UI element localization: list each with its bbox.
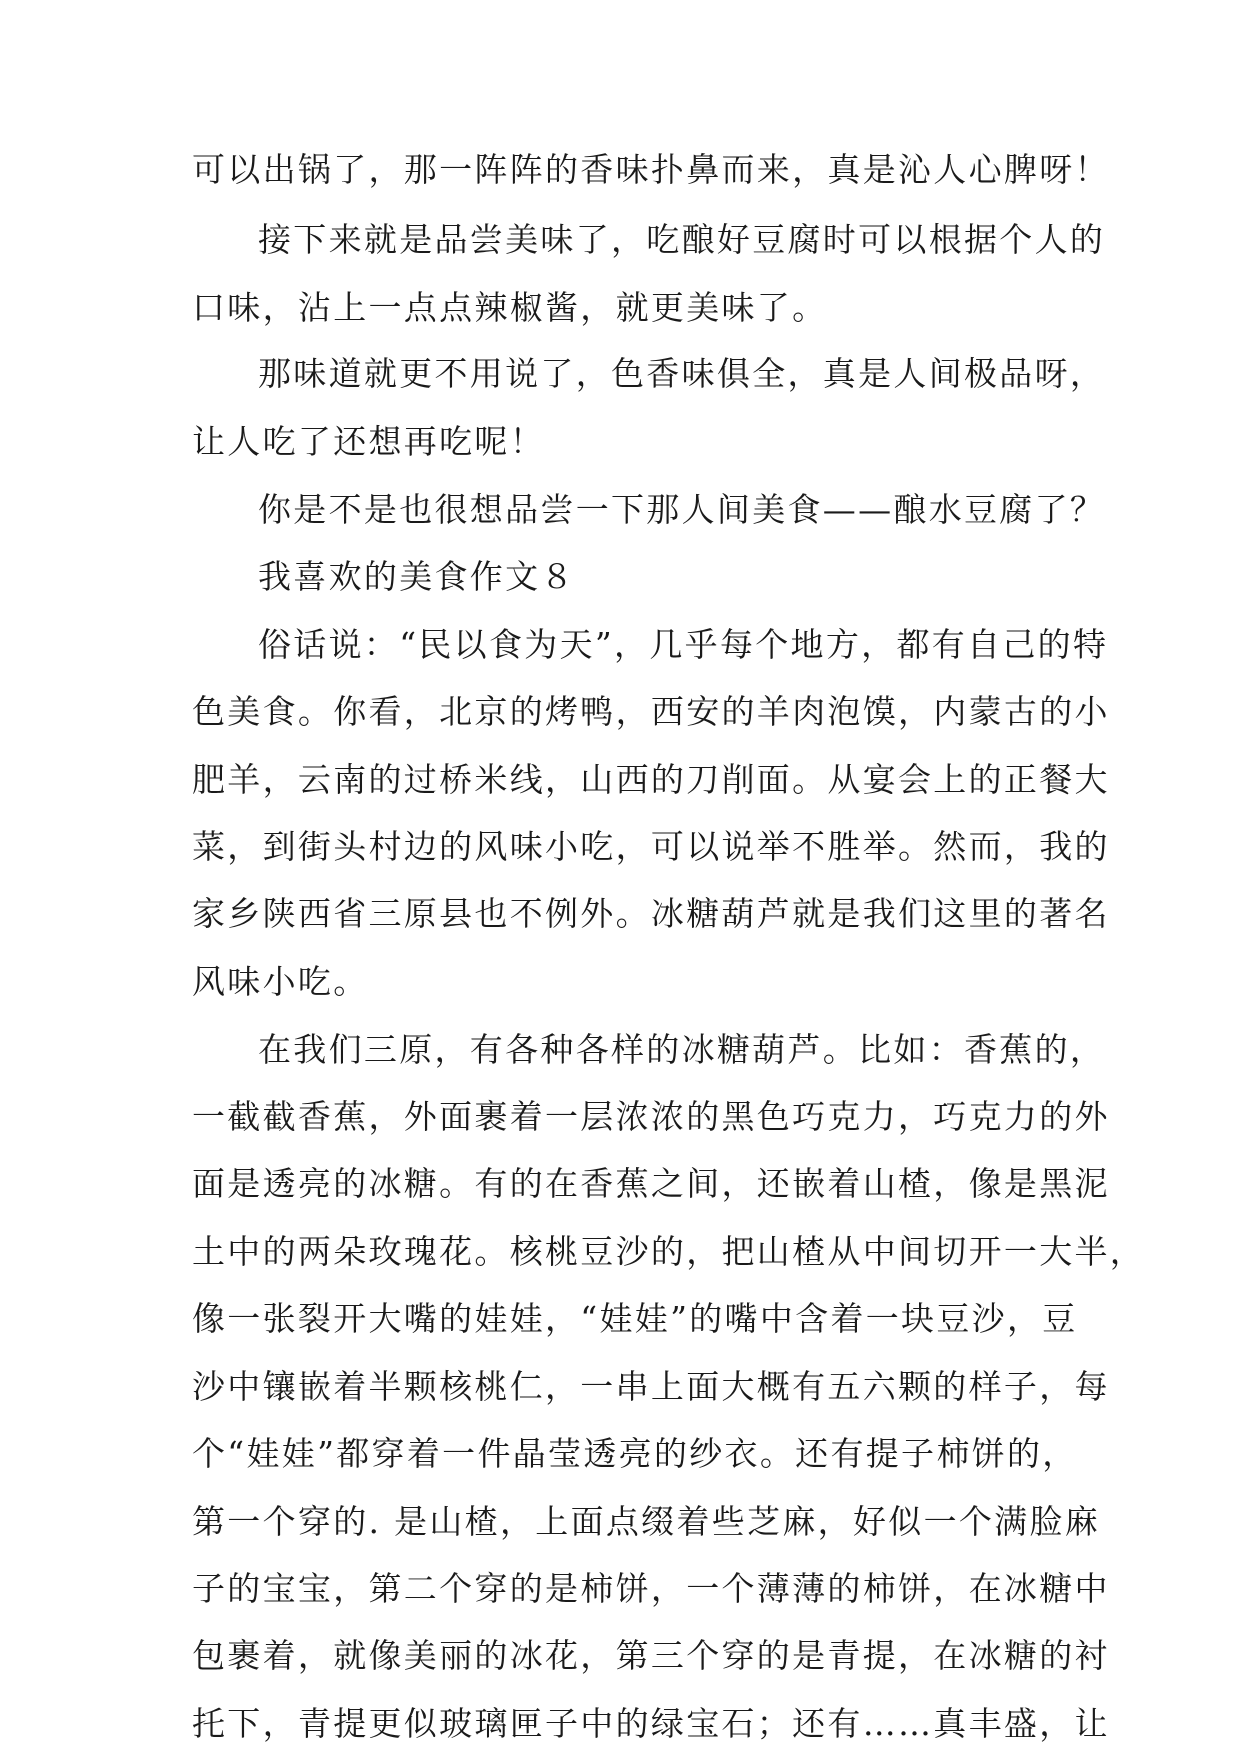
text-line: 菜，到街头村边的风味小吃，可以说举不胜举。然而，我的 xyxy=(192,827,1110,866)
paragraph-start-line: 那味道就更不用说了，色香味俱全，真是人间极品呀， xyxy=(258,354,1106,393)
text-line: 一截截香蕉，外面裹着一层浓浓的黑色巧克力，巧克力的外 xyxy=(192,1097,1110,1136)
text-line: 面是透亮的冰糖。有的在香蕉之间，还嵌着山楂，像是黑泥 xyxy=(192,1164,1110,1203)
text-line: 包裹着，就像美丽的冰花，第三个穿的是青提，在冰糖的衬 xyxy=(192,1636,1110,1675)
text-line: 像一张裂开大嘴的娃娃，“娃娃”的嘴中含着一块豆沙，豆 xyxy=(192,1299,1078,1338)
text-line: 沙中镶嵌着半颗核桃仁，一串上面大概有五六颗的样子，每 xyxy=(192,1367,1110,1406)
paragraph-start-line: 接下来就是品尝美味了，吃酿好豆腐时可以根据个人的 xyxy=(258,220,1106,259)
paragraph-start-line: 在我们三原，有各种各样的冰糖葫芦。比如：香蕉的， xyxy=(258,1030,1106,1069)
text-line: 子的宝宝，第二个穿的是柿饼，一个薄薄的柿饼，在冰糖中 xyxy=(192,1569,1110,1608)
text-line: 口味，沾上一点点辣椒酱，就更美味了。 xyxy=(192,288,828,327)
section-heading: 我喜欢的美食作文８ xyxy=(258,557,576,596)
text-line: 托下，青提更似玻璃匣子中的绿宝石；还有……真丰盛，让 xyxy=(192,1704,1110,1743)
text-line: 可以出锅了，那一阵阵的香味扑鼻而来，真是沁人心脾呀！ xyxy=(192,150,1110,189)
text-line: 家乡陕西省三原县也不例外。冰糖葫芦就是我们这里的著名 xyxy=(192,894,1110,933)
paragraph-start-line: 你是不是也很想品尝一下那人间美食——酿水豆腐了？ xyxy=(258,490,1106,529)
text-line: 肥羊，云南的过桥米线，山西的刀削面。从宴会上的正餐大 xyxy=(192,760,1110,799)
paragraph-start-line: 俗话说：“民以食为天”，几乎每个地方，都有自己的特 xyxy=(258,625,1109,664)
text-line: 个“娃娃”都穿着一件晶莹透亮的纱衣。还有提子柿饼的， xyxy=(192,1434,1078,1473)
text-line: 色美食。你看，北京的烤鸭，西安的羊肉泡馍，内蒙古的小 xyxy=(192,692,1110,731)
text-line: 土中的两朵玫瑰花。核桃豆沙的，把山楂从中间切开一大半， xyxy=(192,1232,1146,1271)
text-line: 第一个穿的. 是山楂，上面点缀着些芝麻，好似一个满脸麻 xyxy=(192,1502,1101,1541)
text-line: 风味小吃。 xyxy=(192,962,369,1001)
text-line: 让人吃了还想再吃呢！ xyxy=(192,422,545,461)
